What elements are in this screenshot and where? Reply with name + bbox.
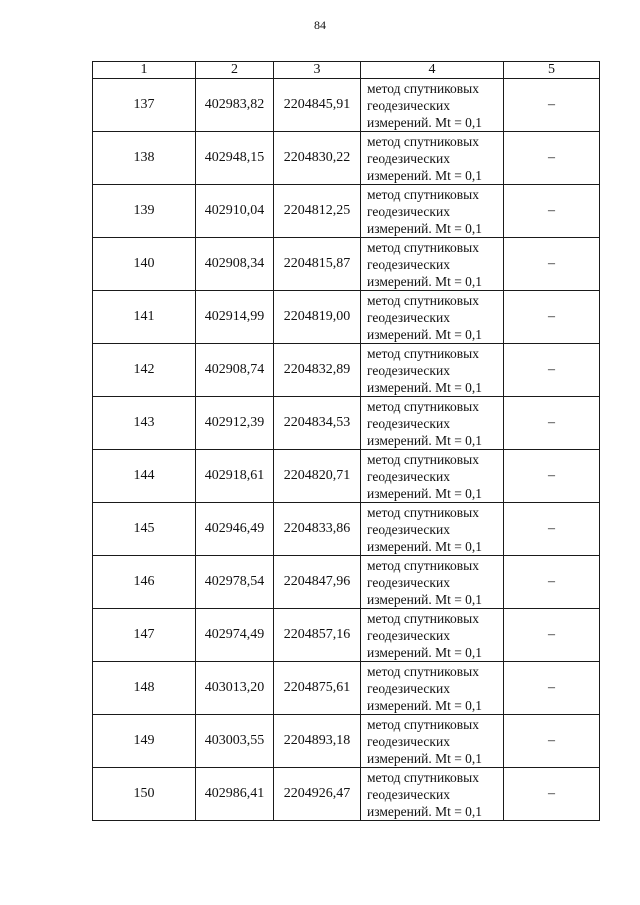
method-line: метод спутниковых [367, 239, 479, 255]
method-cell [361, 768, 504, 821]
table-row [93, 185, 600, 238]
x-coordinate-cell: 402948,15 [196, 132, 274, 185]
column-header: 3 [274, 62, 361, 79]
point-number-cell: 147 [93, 609, 196, 662]
table-row [93, 556, 600, 609]
column-header: 1 [93, 62, 196, 79]
point-number-cell: 137 [93, 79, 196, 132]
point-number-cell: 150 [93, 768, 196, 821]
method-line: геодезических [367, 733, 450, 749]
method-line: геодезических [367, 309, 450, 325]
y-coordinate-cell: 2204845,91 [274, 79, 361, 132]
x-coordinate-cell: 402908,74 [196, 344, 274, 397]
table-row [93, 79, 600, 132]
column-header: 2 [196, 62, 274, 79]
method-line: геодезических [367, 203, 450, 219]
method-line: метод спутниковых [367, 80, 479, 96]
method-line: измерений. Mt = 0,1 [367, 167, 483, 183]
method-cell [361, 185, 504, 238]
note-cell: – [504, 450, 600, 503]
x-coordinate-cell: 403013,20 [196, 662, 274, 715]
method-line: метод спутниковых [367, 504, 479, 520]
method-line: геодезических [367, 786, 450, 802]
method-line: измерений. Mt = 0,1 [367, 114, 483, 130]
method-line: измерений. Mt = 0,1 [367, 697, 483, 713]
column-header: 4 [361, 62, 504, 79]
table-row [93, 768, 600, 821]
method-line: геодезических [367, 468, 450, 484]
note-cell: – [504, 662, 600, 715]
y-coordinate-cell: 2204820,71 [274, 450, 361, 503]
method-line: геодезических [367, 627, 450, 643]
method-line: геодезических [367, 256, 450, 272]
x-coordinate-cell: 402978,54 [196, 556, 274, 609]
note-cell: – [504, 132, 600, 185]
method-line: измерений. Mt = 0,1 [367, 644, 483, 660]
method-line: метод спутниковых [367, 133, 479, 149]
note-cell: – [504, 715, 600, 768]
page-number: 84 [314, 18, 326, 32]
note-cell: – [504, 556, 600, 609]
method-line: метод спутниковых [367, 557, 479, 573]
point-number-cell: 139 [93, 185, 196, 238]
y-coordinate-cell: 2204812,25 [274, 185, 361, 238]
method-line: метод спутниковых [367, 186, 479, 202]
table-row [93, 238, 600, 291]
table-row [93, 291, 600, 344]
point-number-cell: 141 [93, 291, 196, 344]
note-cell: – [504, 79, 600, 132]
note-cell: – [504, 768, 600, 821]
note-cell: – [504, 344, 600, 397]
method-line: измерений. Mt = 0,1 [367, 750, 483, 766]
x-coordinate-cell: 402912,39 [196, 397, 274, 450]
table-row [93, 503, 600, 556]
method-line: геодезических [367, 680, 450, 696]
table-header-row [93, 62, 600, 79]
note-cell: – [504, 238, 600, 291]
method-line: измерений. Mt = 0,1 [367, 220, 483, 236]
method-line: метод спутниковых [367, 610, 479, 626]
table-body [93, 79, 600, 821]
method-cell [361, 344, 504, 397]
x-coordinate-cell: 402983,82 [196, 79, 274, 132]
point-number-cell: 142 [93, 344, 196, 397]
method-cell [361, 662, 504, 715]
point-number-cell: 149 [93, 715, 196, 768]
point-number-cell: 143 [93, 397, 196, 450]
method-line: измерений. Mt = 0,1 [367, 803, 483, 819]
method-line: метод спутниковых [367, 769, 479, 785]
method-cell [361, 132, 504, 185]
method-line: метод спутниковых [367, 716, 479, 732]
y-coordinate-cell: 2204833,86 [274, 503, 361, 556]
table-row [93, 609, 600, 662]
table-row [93, 132, 600, 185]
method-line: метод спутниковых [367, 345, 479, 361]
method-line: измерений. Mt = 0,1 [367, 379, 483, 395]
y-coordinate-cell: 2204815,87 [274, 238, 361, 291]
method-line: измерений. Mt = 0,1 [367, 538, 483, 554]
table-row [93, 344, 600, 397]
method-line: метод спутниковых [367, 451, 479, 467]
y-coordinate-cell: 2204819,00 [274, 291, 361, 344]
method-line: геодезических [367, 574, 450, 590]
y-coordinate-cell: 2204875,61 [274, 662, 361, 715]
note-cell: – [504, 503, 600, 556]
y-coordinate-cell: 2204834,53 [274, 397, 361, 450]
x-coordinate-cell: 402910,04 [196, 185, 274, 238]
x-coordinate-cell: 402986,41 [196, 768, 274, 821]
table-row [93, 662, 600, 715]
y-coordinate-cell: 2204893,18 [274, 715, 361, 768]
method-cell [361, 503, 504, 556]
point-number-cell: 145 [93, 503, 196, 556]
y-coordinate-cell: 2204926,47 [274, 768, 361, 821]
y-coordinate-cell: 2204830,22 [274, 132, 361, 185]
method-line: измерений. Mt = 0,1 [367, 591, 483, 607]
method-line: измерений. Mt = 0,1 [367, 485, 483, 501]
y-coordinate-cell: 2204857,16 [274, 609, 361, 662]
method-line: геодезических [367, 521, 450, 537]
method-cell [361, 79, 504, 132]
method-line: геодезических [367, 97, 450, 113]
point-number-cell: 146 [93, 556, 196, 609]
method-line: геодезических [367, 362, 450, 378]
coordinates-table [92, 61, 600, 821]
method-line: метод спутниковых [367, 398, 479, 414]
y-coordinate-cell: 2204847,96 [274, 556, 361, 609]
method-cell [361, 556, 504, 609]
table-row [93, 397, 600, 450]
method-line: геодезических [367, 415, 450, 431]
method-cell [361, 715, 504, 768]
method-line: измерений. Mt = 0,1 [367, 273, 483, 289]
method-cell [361, 238, 504, 291]
point-number-cell: 140 [93, 238, 196, 291]
point-number-cell: 144 [93, 450, 196, 503]
note-cell: – [504, 291, 600, 344]
method-line: измерений. Mt = 0,1 [367, 432, 483, 448]
method-line: геодезических [367, 150, 450, 166]
table-row [93, 450, 600, 503]
method-cell [361, 291, 504, 344]
method-cell [361, 397, 504, 450]
x-coordinate-cell: 402946,49 [196, 503, 274, 556]
x-coordinate-cell: 402974,49 [196, 609, 274, 662]
note-cell: – [504, 397, 600, 450]
x-coordinate-cell: 402918,61 [196, 450, 274, 503]
method-cell [361, 450, 504, 503]
x-coordinate-cell: 402914,99 [196, 291, 274, 344]
point-number-cell: 138 [93, 132, 196, 185]
y-coordinate-cell: 2204832,89 [274, 344, 361, 397]
x-coordinate-cell: 402908,34 [196, 238, 274, 291]
method-cell [361, 609, 504, 662]
point-number-cell: 148 [93, 662, 196, 715]
note-cell: – [504, 609, 600, 662]
column-header: 5 [504, 62, 600, 79]
method-line: измерений. Mt = 0,1 [367, 326, 483, 342]
x-coordinate-cell: 403003,55 [196, 715, 274, 768]
method-line: метод спутниковых [367, 663, 479, 679]
note-cell: – [504, 185, 600, 238]
table-row [93, 715, 600, 768]
method-line: метод спутниковых [367, 292, 479, 308]
